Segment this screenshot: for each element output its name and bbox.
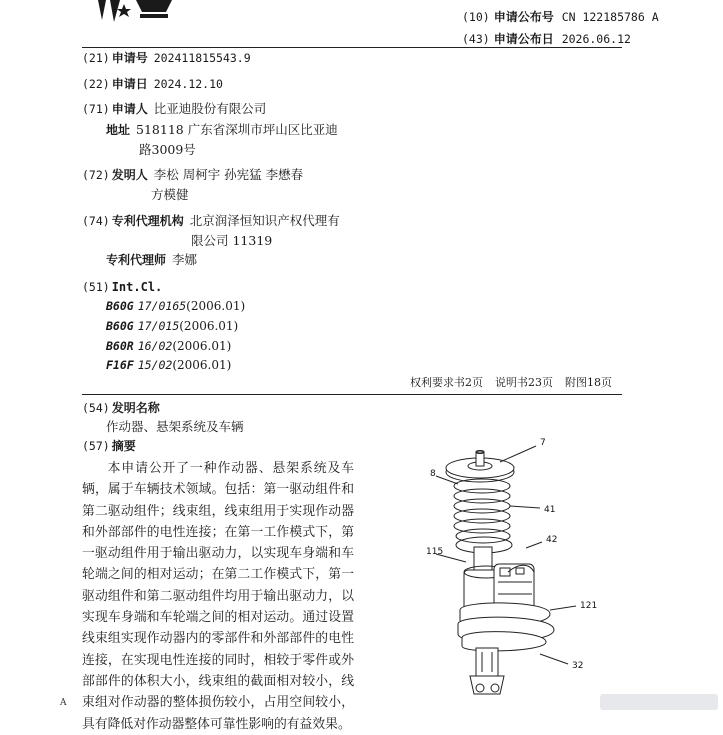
biblio-divider <box>82 394 622 395</box>
publication-date-code: (43) <box>462 32 490 46</box>
field-label: Int.Cl. <box>111 280 163 294</box>
inventors-line-1: 李松 周柯宇 孙宪猛 李懋春 <box>153 167 304 182</box>
publication-date-value: 2026.06.12 <box>561 32 631 46</box>
ipc-version: (2006.01) <box>172 339 232 353</box>
figure-label: 7 <box>540 438 546 448</box>
abstract-heading <box>82 436 136 456</box>
ipc-class: F16F <box>106 358 134 372</box>
field-code: (54) <box>82 401 110 415</box>
claims-pages: 权利要求书2页 <box>410 376 483 389</box>
field-label: 地址 <box>106 123 131 137</box>
field-label: 专利代理师 <box>106 253 167 267</box>
ipc-class: B60G <box>106 299 134 313</box>
publication-date-label: 申请公布日 <box>493 32 554 46</box>
address-line-2: 路3009号 <box>139 142 196 157</box>
application-number-field <box>82 48 251 68</box>
field-code: (22) <box>82 77 110 91</box>
field-code: (51) <box>82 280 110 294</box>
applicant-field <box>82 99 266 119</box>
field-code: (71) <box>82 102 110 116</box>
field-label: 摘要 <box>111 439 136 453</box>
publication-number-code: (10) <box>462 10 490 24</box>
inventors-line-2: 方模健 <box>151 187 189 202</box>
field-label: 发明人 <box>111 168 148 182</box>
field-label: 申请人 <box>111 102 148 116</box>
ipc-group: 15/02 <box>137 358 173 372</box>
ipc-group: 17/0165 <box>137 299 187 313</box>
title-field <box>82 398 160 418</box>
abstract-drawing <box>400 432 720 714</box>
description-pages: 说明书23页 <box>495 376 553 389</box>
figure-label: 41 <box>544 505 556 515</box>
publication-info <box>462 6 659 50</box>
field-label: 申请号 <box>111 51 148 65</box>
ipc-version: (2006.01) <box>179 319 239 333</box>
office-emblem-icon <box>96 0 174 24</box>
agency-field <box>82 211 340 231</box>
invention-title: 作动器、悬架系统及车辆 <box>106 419 244 434</box>
publication-number-label: 申请公布号 <box>493 10 554 24</box>
application-number-value: 202411815543.9 <box>153 51 251 65</box>
figure-label: 42 <box>546 535 558 545</box>
address-line-1: 518118 广东省深圳市坪山区比亚迪 <box>136 122 338 137</box>
ipc-version: (2006.01) <box>172 358 232 372</box>
publication-number-value: CN 122185786 A <box>561 10 659 24</box>
field-code: (72) <box>82 168 110 182</box>
ipc-group: 16/02 <box>137 339 173 353</box>
field-label: 申请日 <box>111 77 148 91</box>
ipc-version: (2006.01) <box>186 299 246 313</box>
page-counts <box>410 374 624 390</box>
ipc-entry <box>106 316 238 336</box>
inventors-field <box>82 165 303 185</box>
application-date-value: 2024.12.10 <box>153 77 223 91</box>
figure-label: 8 <box>430 469 436 479</box>
abstract-text: 本申请公开了一种作动器、悬架系统及车辆，属于车辆技术领域。包括：第一驱动组件和第二驱动组件；线束组，线束组用于实现作动器和外部部件的电性连接；在第一工作模式下，第一驱动组件用于输出驱动力，以实现车身端和车轮端之间的相对运动；在第二工作模式下，第一驱动组件和第二驱动组件均用于输出驱动力，以实现车身端和车轮端之间的相对运动。通过设置线束组实现作动器内的零部件和外部部件的电性连接，在实现电性连接的同时，相较于零件或外部部件的体积大小，线束组的截面相对较小，线束组对作动器的整体损伤较小，占用空间较小，具有降低对作动器整体可靠性影响的有益效果。 <box>82 461 354 732</box>
ipc-class: B60R <box>106 339 134 353</box>
watermark-badge <box>600 694 718 710</box>
agent-field <box>106 250 197 270</box>
side-mark: A <box>60 698 67 708</box>
field-label: 发明名称 <box>111 401 160 415</box>
ipc-entry <box>106 336 231 356</box>
ipc-class: B60G <box>106 319 134 333</box>
applicant-value: 比亚迪股份有限公司 <box>153 101 267 116</box>
figure-label: 121 <box>580 601 598 611</box>
publication-number-row <box>462 6 659 28</box>
address-field <box>106 120 338 140</box>
field-code: (74) <box>82 214 110 228</box>
figure-label: 32 <box>572 661 584 671</box>
intcl-field <box>82 277 162 297</box>
ipc-entry <box>106 355 231 375</box>
agency-line-1: 北京润泽恒知识产权代理有 <box>189 213 340 228</box>
ipc-group: 17/015 <box>137 319 180 333</box>
drawing-pages: 附图18页 <box>565 376 612 389</box>
field-code: (21) <box>82 51 110 65</box>
figure-label: 115 <box>426 547 444 557</box>
agency-line-2: 限公司 11319 <box>191 233 273 248</box>
application-date-field <box>82 74 223 94</box>
field-label: 专利代理机构 <box>111 214 184 228</box>
ipc-entry <box>106 296 245 316</box>
agent-value: 李娜 <box>172 252 198 267</box>
field-code: (57) <box>82 439 110 453</box>
